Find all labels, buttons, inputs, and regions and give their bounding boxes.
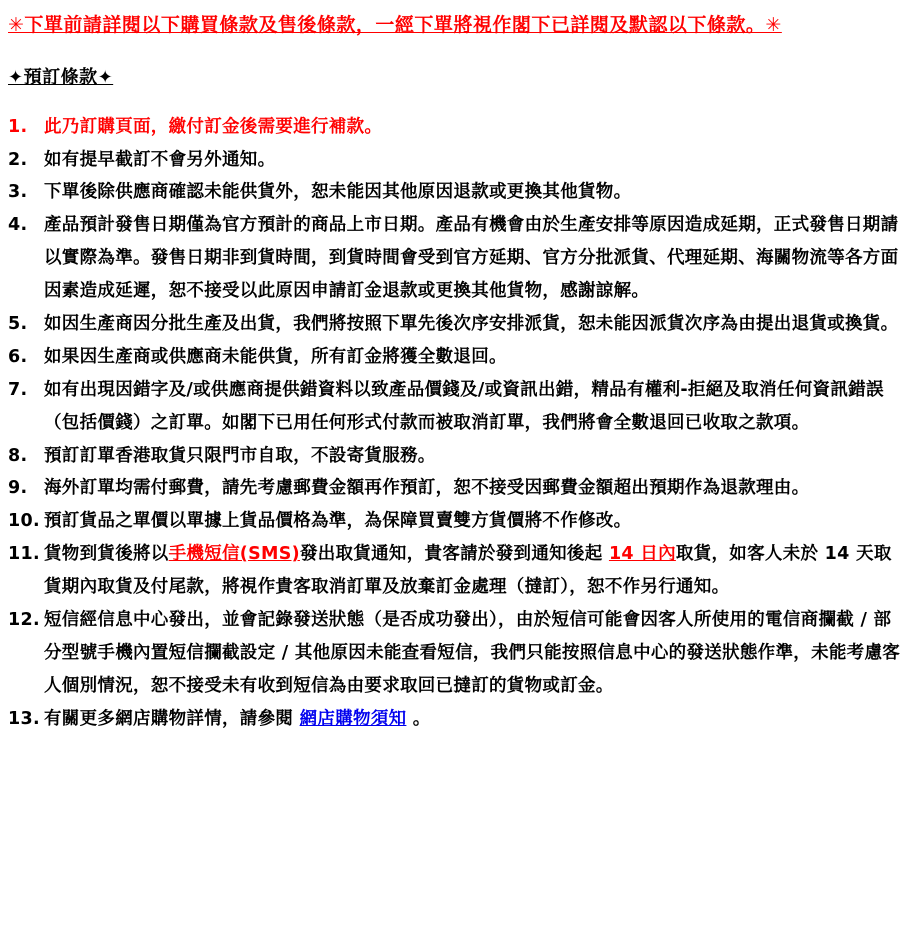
term-text-segment: 如有提早截訂不會另外通知。 [44,149,276,170]
term-text [44,209,905,308]
term-item [8,144,905,177]
term-text-segment: 預訂貨品之單價以單據上貨品價格為準，為保障買賣雙方貨價將不作修改。 [44,511,632,532]
term-text-segment: 如因生產商因分批生產及出貨，我們將按照下單先後次序安排派貨，恕未能因派貨次序為由提出退貨或換貨。 [44,313,899,334]
term-item [8,176,905,209]
page-title: ✳下單前請詳閱以下購買條款及售後條款，一經下單將視作閣下已詳閱及默認以下條款。✳ [8,14,782,36]
term-number: 3. [8,182,28,203]
term-text-segment: 如果因生產商或供應商未能供貨，所有訂金將獲全數退回。 [44,346,507,367]
term-text [44,176,905,209]
term-text-segment: 此乃訂購頁面，繳付訂金後需要進行補款。 [44,116,383,137]
term-number: 5. [8,313,28,334]
term-text-segment: 手機短信(SMS) [168,544,300,565]
term-number: 13. [8,708,40,729]
term-number: 8. [8,445,28,466]
term-text-segment: 預訂訂單香港取貨只限門市自取，不設寄貨服務。 [44,445,436,466]
term-item [8,538,905,604]
term-item [8,440,905,473]
term-text-segment: 下單後除供應商確認未能供貨外，恕未能因其他原因退款或更換其他貨物。 [44,182,632,203]
term-text [44,505,905,538]
term-text-segment: 如有出現因錯字及/或供應商提供錯資料以致產品價錢及/或資訊出錯，精品有權利-拒絕及取消任何資訊錯誤（包括價錢）之訂單。如閣下已用任何形式付款而被取消訂單，我們將會全數退回已收取之款項。 [44,379,884,433]
term-number: 1. [8,116,28,137]
term-number: 2. [8,149,28,170]
section-heading: ✦預訂條款✦ [8,66,114,88]
term-text-segment: 發出取貨通知，貴客請於發到通知後起 [299,544,609,565]
term-number: 6. [8,346,28,367]
term-item [8,209,905,308]
term-item [8,703,905,736]
term-text [44,144,905,177]
term-number: 12. [8,610,40,630]
term-text [44,703,905,736]
term-item [8,374,905,440]
term-text-segment: 短信經信息中心發出，並會記錄發送狀態（是否成功發出），由於短信可能會因客人所使用的電信商攔截 / 部分型號手機內置短信攔截設定 / 其他原因未能查看短信，我們只能按照信息中心的發送狀態作準，未能考慮客人個別情況，恕不接受未有收到短信為由要求取回已撻訂的貨物或訂金。 [44,610,901,696]
term-number: 7. [8,379,28,400]
term-text [44,374,905,440]
term-item [8,604,905,703]
term-text-segment: 。 [406,708,431,729]
term-text [44,604,905,703]
term-text [44,308,905,341]
term-text [44,440,905,473]
term-text [44,111,905,144]
term-item [8,308,905,341]
term-text-segment: 產品預計發售日期僅為官方預計的商品上市日期。產品有機會由於生產安排等原因造成延期，正式發售日期請以實際為準。發售日期非到貨時間，到貨時間會受到官方延期、官方分批派貨、代理延期、海關物流等各方面因素造成延遲，恕不接受以此原因申請訂金退款或更換其他貨物，感謝諒解。 [44,215,899,302]
term-text [44,538,905,604]
shop-notice-link[interactable]: 網店購物須知 [299,708,407,729]
term-item [8,341,905,374]
term-text-segment: 14 日內 [608,544,676,565]
term-text-segment: 有關更多網店購物詳情，請參閱 [44,708,300,729]
term-text-segment: 貨物到貨後將以 [44,544,169,565]
terms-list [8,111,905,736]
term-text-segment: 海外訂單均需付郵費，請先考慮郵費金額再作預訂，恕不接受因郵費金額超出預期作為退款理由。 [44,478,810,499]
term-number: 11. [8,544,40,565]
term-text [44,472,905,505]
term-number: 4. [8,215,28,236]
term-text [44,341,905,374]
term-item [8,111,905,144]
term-item [8,472,905,505]
term-item [8,505,905,538]
term-number: 10. [8,511,40,532]
term-number: 9. [8,478,28,499]
term-text-segment: 取貨，如客人未於 14 天取貨期內取貨及付尾款，將視作貴客取消訂單及放棄訂金處理（撻訂），恕不作另行通知。 [44,544,892,598]
